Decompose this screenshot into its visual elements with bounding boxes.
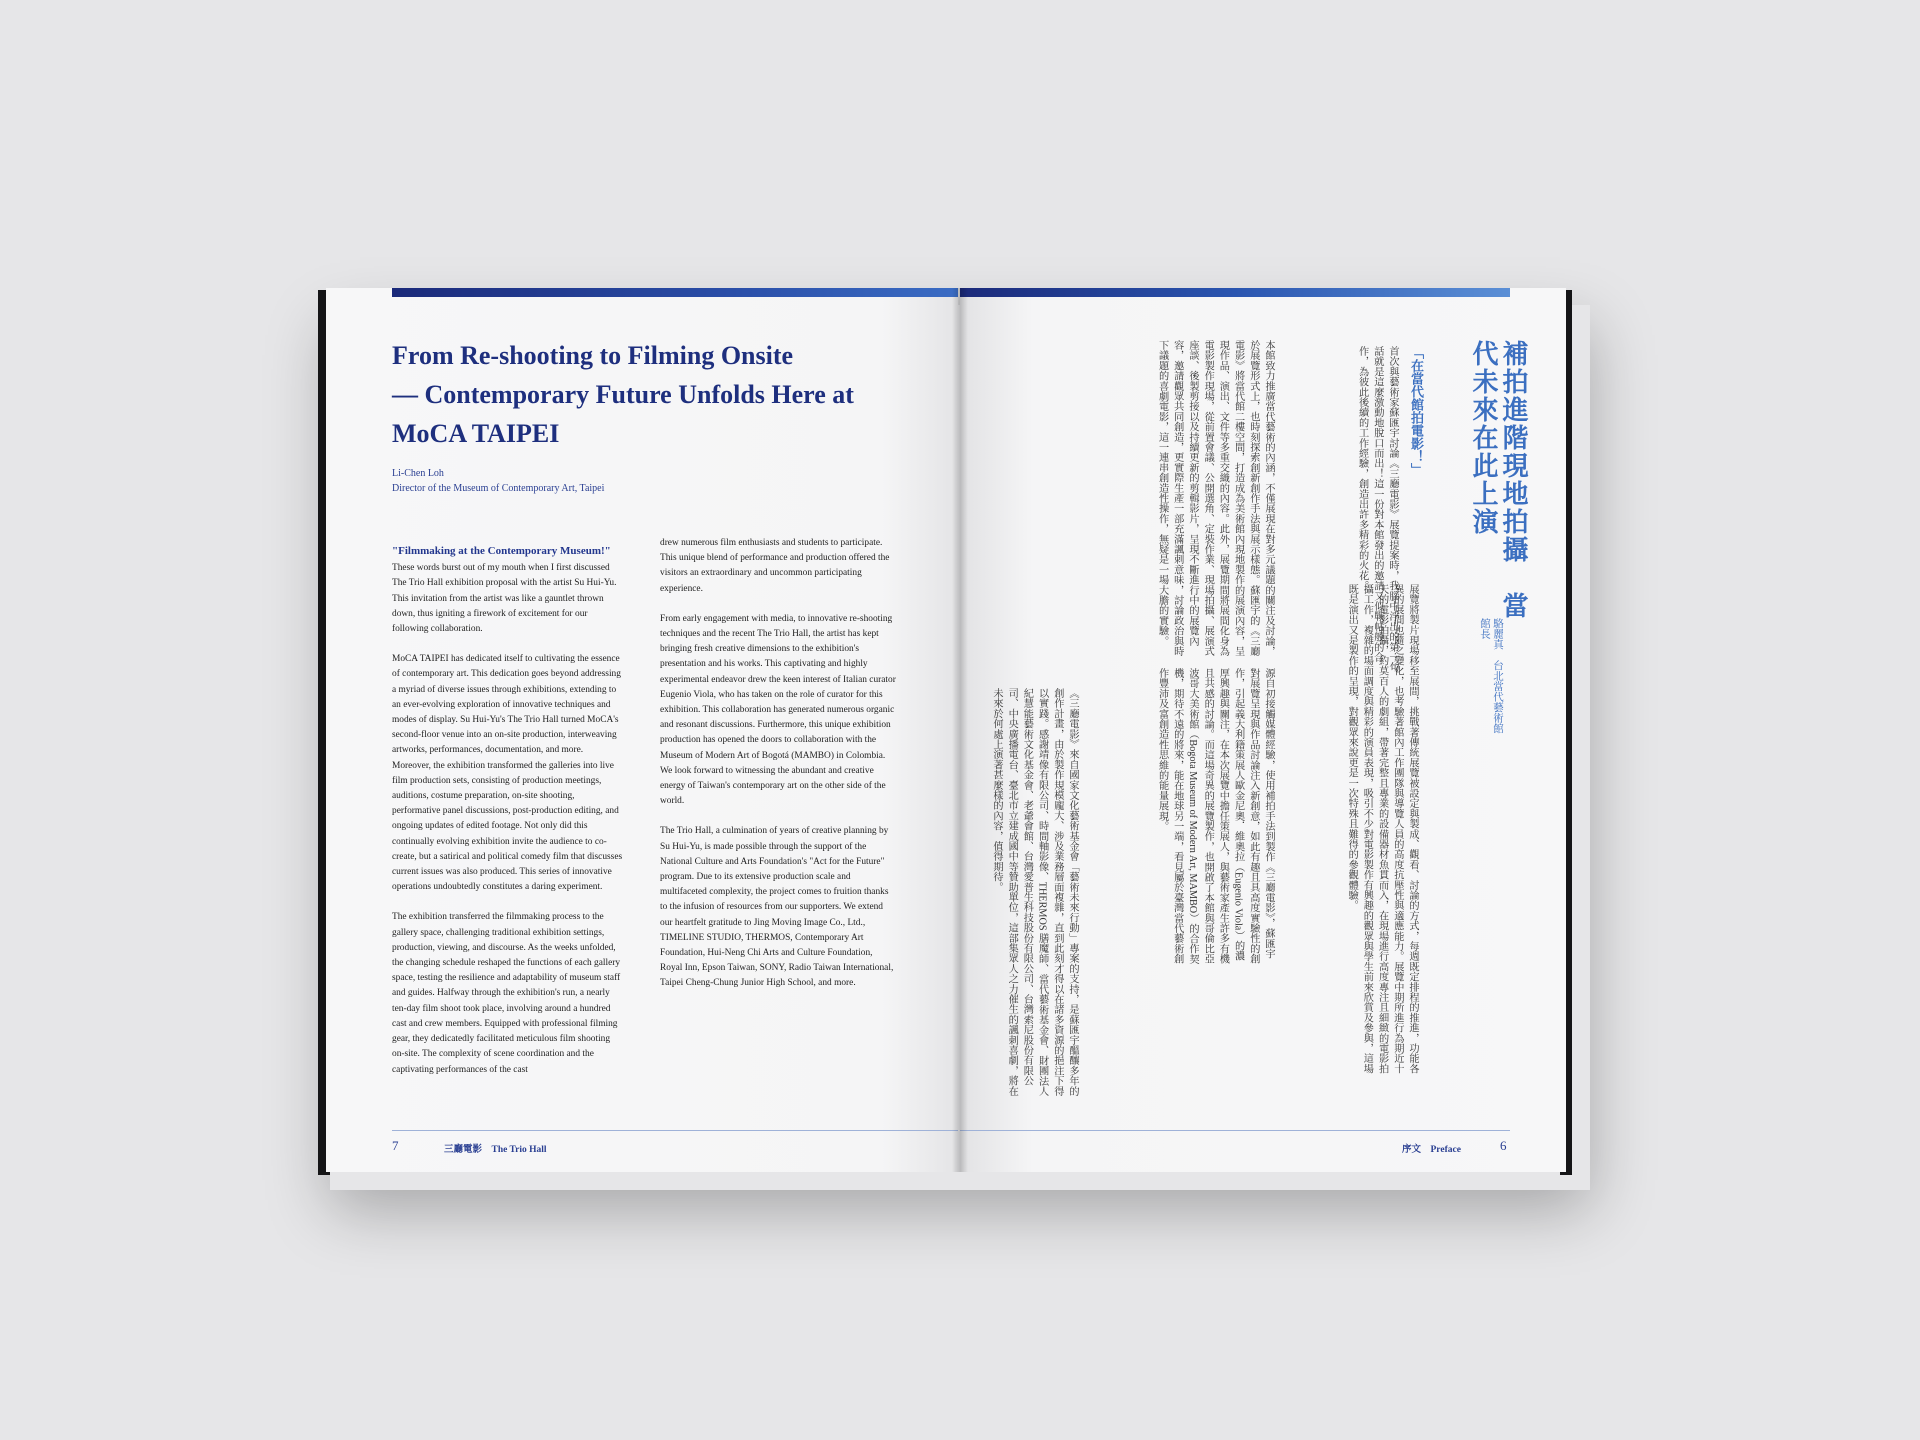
article-title (392, 336, 912, 453)
page-number: 7 (392, 1138, 399, 1153)
text-column-2 (660, 536, 896, 1007)
author-role: Director of the Museum of Contemporary Art, Taipei (392, 483, 605, 494)
left-page (326, 288, 958, 1172)
running-footer: 序文 Preface (1402, 1145, 1461, 1155)
title-line: MoCA TAIPEI (392, 419, 560, 448)
right-top-bar (960, 288, 1510, 297)
running-footer: 三廳電影 The Trio Hall (444, 1145, 547, 1155)
book-gutter (952, 288, 968, 1172)
paragraph: The exhibition transferred the filmmaking process to the gallery space, challenging traditional exhibition settings, production, viewing, and discourse. As the weeks unfolded, the changing schedule reshaped the functions of each gallery space, testing the resilience and adaptability of museum staff and guides. Halfway through the exhibition's run, a nearly ten-day film shoot took place, involving around a hundred cast and crew members. Equipped with professional filming gear, they dedicatedly facilitated meticulous film shooting on-site. The complexity of scene coordination and the captivating performances of the cast (392, 912, 621, 1075)
text-column-1 (392, 544, 624, 1093)
title-line: From Re-shooting to Filming Onsite (392, 341, 794, 370)
author-block (392, 466, 604, 496)
chinese-title: 補拍進階現地拍攝 當代未來在此上演 (1469, 340, 1528, 620)
chinese-text-block: 本館致力推廣當代藝術的內涵，不僅展現在對多元議題的關注及討論，於展覽形式上，也時刻探索創新創作手法與展示樣態。蘇匯宇的《三廳電影》將當代館二樓空間，打造成為美術館內現地製作的展演內容，呈現作品、演出、文件等多重交織的內容。此外，展覽期間將展間化身為電影製作現場，從前置會議、公開選角、定裝作業、現場拍攝、展演式座談、後製剪接以及持續更新的剪輯影片，呈現不斷進行中的展覽內容，邀請觀眾共同創造，更實際生產一部充滿諷刺意味，討論政治與時下議題的喜劇電影，這一連串創造性操作，無疑是一場大膽的實驗。 (1156, 340, 1274, 657)
paragraph: MoCA TAIPEI has dedicated itself to cultivating the essence of contemporary art. This dedication goes beyond addressing a myriad of diverse issues through exhibitions, extending to an ever-evolving exploration of innovative techniques and modes of display. Su Hui-Yu's The Trio Hall turned MoCA's second-floor venue into an on-site production, interweaving artworks, performances, documentation, and more. Moreover, the exhibition transformed the galleries into live film production sets, consisting of production meetings, auditions, costume preparation, on-site shooting, performative panel discussions, post-production editing, and ongoing updates of edited footage. Not only did this continually evolving exhibition invite the audience to co-create, but a satirical and political comedy film that discusses current issues was also produced. This series of innovative operations undoubtedly constitutes a daring experiment. (392, 654, 623, 893)
chinese-byline: 駱麗真 台北當代藝術館館長 (1479, 618, 1503, 734)
page-number: 6 (1500, 1138, 1507, 1153)
chinese-text-block: 首次與藝術家蘇匯宇討論《三廳電影》展覽提案時，我腦中浮出的第一句話就是這麼激動地脫口而出！這一份對本館發出的邀請又似戰帖般的合作，為彼此後續的工作經驗，創造出許多精彩的火花。 (1356, 346, 1398, 673)
chinese-subheading: 「在當代館拍電影！」 (1409, 346, 1424, 476)
paragraph: These words burst out of my mouth when I first discussed The Trio Hall exhibition proposal with the artist Su Hui-Yu. This invitation from the artist was like a gauntlet thrown down, thus igniting a firework of excitement for our following collaboration. (392, 563, 617, 635)
title-line: — Contemporary Future Unfolds Here at (392, 380, 854, 409)
chinese-text-block: 《三廳電影》來自國家文化藝術基金會「藝術未來行動」專案的支持，是蘇匯宇醞釀多年的創作計畫，由於製作規模龐大、涉及業務層面複雜，直到此刻才得以在諸多資源的挹注下得以實踐。感謝靖像有限公司、時間軸影像、THERMOS 膳魔師、當代藝術基金會、財團法人紀慧能藝術文化基金會、老爺會館、台灣愛普生科技股份有限公司、台灣索尼股份有限公司、中央廣播電台、臺北市立建成國中等贊助單位，這部集眾人之力催生的諷刺喜劇，將在未來於何處上演著甚麼樣的內容，值得期待。 (990, 688, 1078, 1097)
chinese-text-block: 展覽將製片現場移至展間，挑戰著傳統展覽被設定與製成、觀看、討論的方式，每週既定排程的推進，功能各異的展間也隨之變化，也考驗著館內工作團隊與導覽人員的高度抗壓性與適應能力。展覽中期所進行為期近十天的電影拍攝，約莫百人的劇組，帶著完整且專業的設備器材魚貫而入，在現場進行高度專注且細緻的電影拍攝工作，複雜的場面調度與精彩的演員表現，吸引不少對電影製作有興趣的觀眾與學生前來欣賞及參與，這場既是演出又是製作的呈現，對觀眾來說更是一次特殊且難得的參觀體驗。 (1346, 584, 1418, 1074)
left-top-bar (392, 288, 958, 297)
section-heading: "Filmmaking at the Contemporary Museum!" (392, 545, 611, 557)
footer-rule (392, 1130, 958, 1131)
right-page (960, 288, 1566, 1172)
paragraph: drew numerous film enthusiasts and students to participate. This unique blend of performance and production offered the visitors an extraordinary and uncommon participating experience. (660, 538, 890, 594)
footer-rule (960, 1130, 1510, 1131)
paragraph: The Trio Hall, a culmination of years of creative planning by Su Hui-Yu, is made possible through the support of the National Culture and Arts Foundation's "Act for the Future" program. Due to its extensive production scale and multifaceted complexity, the project comes to fruition thanks to the infusion of resources from our supporters. We extend our heartfelt gratitude to Jing Moving Image Co., Ltd., TIMELINE STUDIO, THERMOS, Contemporary Art Foundation, Hui-Neng Chi Arts and Culture Foundation, Royal Inn, Epson Taiwan, SONY, Radio Taiwan International, Taipei Cheng-Chung Junior High School, and more. (660, 826, 894, 989)
author-name: Li-Chen Loh (392, 468, 444, 479)
paragraph: From early engagement with media, to innovative re-shooting techniques and the recent The Trio Hall, the artist has kept bringing fresh creative dimensions to the exhibition's presentation and his works. This captivating and highly experimental endeavor drew the keen interest of Italian curator Eugenio Viola, who has taken on the role of curator for this exhibition. This collaboration has generated numerous organic and resonant discussions. Furthermore, this unique exhibition production has opened the doors to collaboration with the Museum of Modern Art of Bogotá (MAMBO) in Colombia. We look forward to witnessing the abundant and creative energy of Taiwan's contemporary art on the other side of the world. (660, 613, 896, 807)
chinese-text-block: 源自初接觸媒體經驗，使用補拍手法到製作《三廳電影》，蘇匯宇對展覽呈現與作品討論注入新創意，如此有趣且具高度實驗性的創作，引起義大利籍策展人歐金尼奧．維奧拉（Eugenio Viola）的濃厚興趣與關注，在本次展覽中擔任策展人，與藝術家產生許多有機且共感的討論。而這場奇異的展覽製作，也開啟了本館與哥倫比亞波哥大美術館（Bogota Museum of Modern Art, MAMBO）的合作契機，期待不遠的將來，能在地球另一端，看見屬於臺灣當代藝術創作豐沛及富創造性思維的能量展現。 (1156, 668, 1274, 965)
